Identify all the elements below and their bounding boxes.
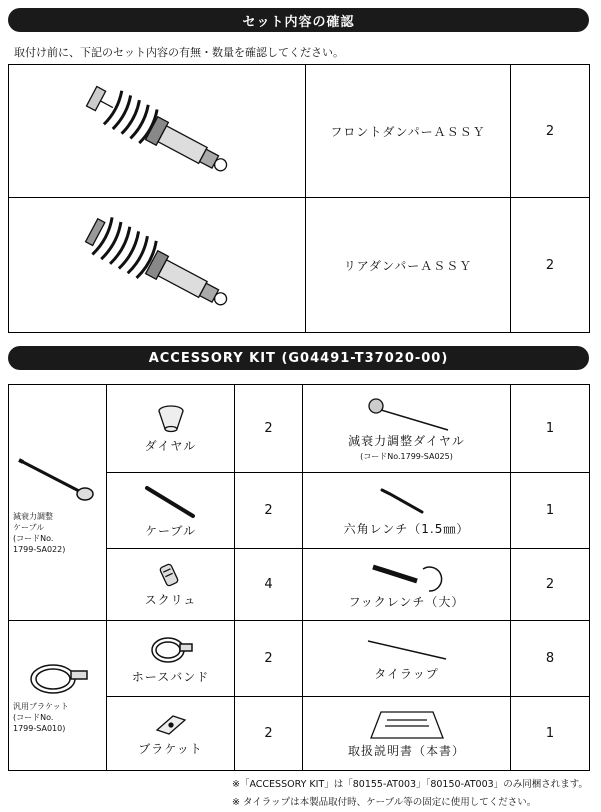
group-damping-cable bbox=[9, 385, 107, 621]
note-accessory-kit: ※「ACCESSORY KIT」は「80155-AT003」「80150-AT003」のみ同梱されます。 bbox=[232, 779, 588, 790]
note-tie-wrap: ※ タイラップは本製品取付時、ケーブル等の固定に使用してください。 bbox=[232, 797, 537, 808]
item-qty-adjust-dial: 1 bbox=[511, 385, 590, 473]
group-bracket bbox=[9, 621, 107, 771]
item-qty-screw: 4 bbox=[235, 549, 303, 621]
item-name-bracket: ブラケット bbox=[138, 742, 203, 756]
manual-icon bbox=[367, 708, 447, 742]
item-cell-adjust-dial bbox=[303, 385, 511, 473]
item-name-hook-wrench: フックレンチ（大） bbox=[348, 595, 465, 609]
accessory-kit-table bbox=[8, 384, 590, 771]
hose-band-icon bbox=[146, 632, 196, 668]
bracket-icon bbox=[151, 710, 191, 740]
cable-icon bbox=[141, 482, 201, 522]
table-row bbox=[9, 198, 590, 333]
item-qty-hook-wrench: 2 bbox=[511, 549, 590, 621]
item-cell-dial bbox=[107, 385, 235, 473]
rear-damper-icon bbox=[77, 210, 237, 320]
group-bracket-label: 汎用ブラケット (コードNo. 1799-SA010) bbox=[13, 702, 69, 733]
item-name-cable: ケーブル bbox=[145, 524, 196, 538]
item-name-screw: スクリュ bbox=[144, 593, 197, 607]
item-cell-screw bbox=[107, 549, 235, 621]
hose-band-bracket-icon bbox=[23, 657, 93, 701]
front-damper-name: フロントダンパーＡＳＳＹ bbox=[306, 65, 511, 198]
item-name-hex-wrench: 六角レンチ（1.5㎜） bbox=[343, 522, 470, 536]
rear-damper-name: リアダンパーＡＳＳＹ bbox=[306, 198, 511, 333]
set-contents-table bbox=[8, 64, 590, 333]
item-cell-hose-band bbox=[107, 621, 235, 697]
section-title-accessory-kit: ACCESSORY KIT (G04491-T37020-00) bbox=[8, 346, 589, 370]
item-qty-hose-band: 2 bbox=[235, 621, 303, 697]
item-qty-cable: 2 bbox=[235, 473, 303, 549]
intro-text: 取付け前に、下記のセット内容の有無・数量を確認してください。 bbox=[14, 46, 344, 59]
item-qty-manual: 1 bbox=[511, 697, 590, 771]
tie-wrap-icon bbox=[362, 635, 452, 665]
hex-wrench-icon bbox=[372, 484, 442, 520]
item-name-manual: 取扱説明書（本書） bbox=[347, 744, 465, 758]
item-qty-tie-wrap: 8 bbox=[511, 621, 590, 697]
item-cell-hex-wrench bbox=[303, 473, 511, 549]
front-damper-icon bbox=[77, 76, 237, 186]
rear-damper-image-cell bbox=[9, 198, 306, 333]
front-damper-image-cell bbox=[9, 65, 306, 198]
dial-icon bbox=[151, 403, 191, 437]
front-damper-qty: 2 bbox=[511, 65, 590, 198]
item-name-hose-band: ホースバンド bbox=[131, 670, 210, 684]
item-qty-dial: 2 bbox=[235, 385, 303, 473]
item-cell-hook-wrench bbox=[303, 549, 511, 621]
adjust-dial-icon bbox=[362, 396, 452, 432]
hook-wrench-icon bbox=[367, 559, 447, 593]
section-title-set-contents: セット内容の確認 bbox=[8, 8, 589, 32]
rear-damper-qty: 2 bbox=[511, 198, 590, 333]
item-cell-bracket bbox=[107, 697, 235, 771]
group-damping-cable-label: 減衰力調整 ケーブル (コードNo. 1799-SA022) bbox=[13, 511, 66, 554]
damping-cable-icon bbox=[15, 451, 101, 511]
item-cell-manual bbox=[303, 697, 511, 771]
item-code-adjust-dial: (コードNo.1799-SA025) bbox=[360, 451, 453, 461]
table-row bbox=[9, 65, 590, 198]
item-name-dial: ダイヤル bbox=[144, 439, 197, 453]
table-row bbox=[9, 385, 590, 473]
screw-icon bbox=[151, 561, 191, 591]
item-qty-bracket: 2 bbox=[235, 697, 303, 771]
table-row bbox=[9, 621, 590, 697]
item-name-tie-wrap: タイラップ bbox=[374, 667, 439, 681]
item-cell-tie-wrap bbox=[303, 621, 511, 697]
item-name-adjust-dial: 減衰力調整ダイヤル bbox=[348, 433, 465, 448]
item-cell-cable bbox=[107, 473, 235, 549]
item-qty-hex-wrench: 1 bbox=[511, 473, 590, 549]
